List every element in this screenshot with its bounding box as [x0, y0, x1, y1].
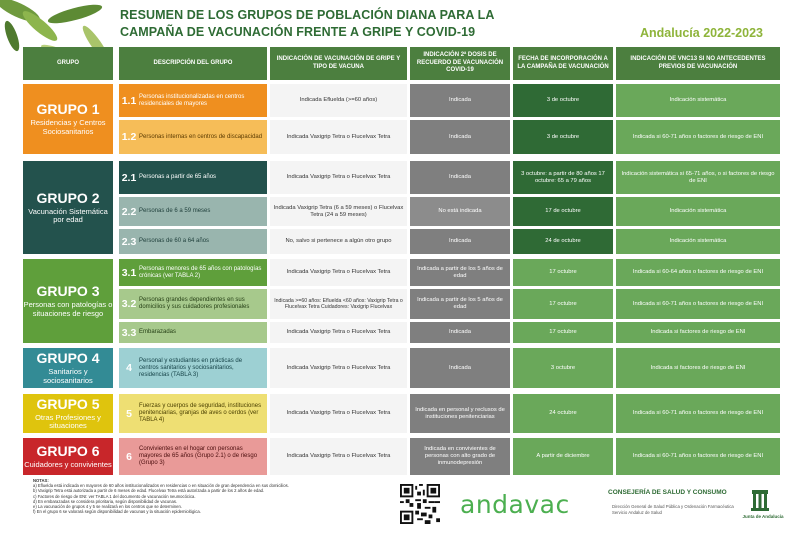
row-number: 3.1 — [121, 266, 137, 279]
row-number: 6 — [126, 450, 132, 463]
cell-covid: Indicada — [410, 120, 510, 154]
title-line-1: RESUMEN DE LOS GRUPOS DE POBLACIÓN DIANA PARA LA — [120, 8, 495, 22]
footnote: c) Factores de riesgo de ENI: ver TABLA 1 del documento de vacunación neumocócica. — [33, 493, 196, 499]
group-subtitle: Personas con patologías o situaciones de riesgo — [23, 300, 113, 318]
row-1-2 — [119, 120, 267, 154]
cell-gripe: Indicada Vaxigrip Tetra o Flucelvax Tetra — [270, 259, 407, 286]
row-number: 4 — [126, 362, 132, 374]
group-title: GRUPO 1 — [36, 101, 100, 117]
cell-vncs: Indicación sistemática — [616, 197, 780, 226]
cell-covid: Indicada en personal y reclusos de instituciones penitenciarias — [410, 394, 510, 433]
row-description: Embarazadas — [139, 329, 177, 335]
cell-vncs: Indicada si 60-71 años o factores de riesgo de ENI — [616, 394, 780, 433]
footnotes — [33, 478, 388, 514]
cell-fecha: A partir de diciembre — [513, 438, 613, 475]
row-description: Personas de 60 a 64 años — [139, 238, 210, 244]
group-subtitle: Otras Profesiones y situaciones — [35, 412, 101, 430]
cell-gripe: Indicada Vaxigrip Tetra (6 a 59 meses) o Flucelvax Tetra (24 a 59 meses) — [270, 197, 407, 226]
group-1-label — [23, 84, 113, 154]
row-1-1 — [119, 84, 267, 117]
cell-fecha: 3 octubre: a partir de 80 años 17 octubre: 65 a 79 años — [513, 161, 613, 194]
cell-fecha: 3 octubre — [513, 348, 613, 388]
cell-vncs: Indicada si factores de riesgo de ENI — [616, 348, 780, 388]
row-description: Convivientes en el hogar con personas mayores de 65 años (Grupo 2.1) o de riesgo (Grupo 3) — [139, 446, 258, 466]
row-number: 3.3 — [121, 326, 137, 339]
group-6-label — [23, 438, 113, 475]
row-number: 2.2 — [121, 205, 137, 218]
group-4-label — [23, 348, 113, 388]
cell-gripe: No, salvo si pertenece a algún otro grupo — [270, 229, 407, 254]
consejeria-subtitle: Dirección General de Salud Pública y Ordenación Farmacéutica Servicio Andaluz de Salud — [612, 504, 734, 515]
row-2-1 — [119, 161, 267, 194]
cell-covid: No está indicada — [410, 197, 510, 226]
cell-gripe: Indicada Vaxigrip Tetra o Flucelvax Tetra — [270, 394, 407, 433]
junta-andalucia-logo-icon — [740, 486, 780, 526]
group-subtitle: Residencias y Centros Sociosanitarios — [30, 118, 106, 136]
cell-fecha: 17 octubre — [513, 322, 613, 343]
group-title: GRUPO 2 — [36, 189, 100, 206]
page-title — [120, 7, 620, 41]
cell-fecha: 17 de octubre — [513, 197, 613, 226]
row-number: 1.2 — [121, 131, 137, 143]
cell-covid: Indicada a partir de los 5 años de edad — [410, 289, 510, 319]
row-description: Personal y estudiantes en prácticas de centros sanitarios y sociosanitarios, residencias (TABLA 3) — [139, 357, 243, 378]
header-fecha: FECHA DE INCORPORACIÓN A LA CAMPAÑA DE VACUNACIÓN — [513, 47, 613, 80]
row-description: Personas de 6 a 59 meses — [139, 208, 211, 214]
cell-covid: Indicada — [410, 322, 510, 343]
header-vncs: INDICACIÓN DE VNC13 SI NO ANTECEDENTES PREVIOS DE VACUNACIÓN — [616, 47, 780, 80]
cell-covid: Indicada a partir de los 5 años de edad — [410, 259, 510, 286]
row-description: Personas a partir de 65 años — [139, 174, 217, 180]
row-6 — [119, 438, 267, 475]
cell-gripe: Indicada Vaxigrip Tetra o Flucelvax Tetra — [270, 120, 407, 154]
row-description: Personas grandes dependientes en sus domicilios y sus cuidadores profesionales — [139, 297, 250, 310]
row-description: Personas internas en centros de discapacidad — [139, 133, 263, 140]
cell-gripe: Indicada >=60 años: Efluelda <60 años: Vaxigrip Tetra o Flucelvax Tetra Cuidadores: Vaxigrip Flucelvax — [270, 289, 407, 319]
header-gripe: INDICACIÓN DE VACUNACIÓN DE GRIPE Y TIPO DE VACUNA — [270, 47, 407, 80]
cell-vncs: Indicación sistemática si 65-71 años, o si factores de riesgo de ENI — [616, 161, 780, 194]
cell-vncs: Indicada si 60-71 años o factores de riesgo de ENI — [616, 289, 780, 319]
cell-vncs: Indicada si factores de riesgo de ENI — [616, 322, 780, 343]
cell-vncs: Indicada si 60-71 años o factores de riesgo de ENI — [616, 438, 780, 475]
header-grupo: GRUPO — [23, 47, 113, 80]
row-3-1 — [119, 259, 267, 286]
row-description: Personas menores de 65 años con patologías crónicas (ver TABLA 2) — [139, 265, 262, 279]
group-title: GRUPO 3 — [36, 283, 100, 299]
row-number: 1.1 — [121, 94, 137, 107]
consejeria-label: CONSEJERÍA DE SALUD Y CONSUMO — [608, 489, 727, 496]
junta-andalucia-label: Junta de Andalucía — [742, 514, 784, 519]
cell-covid: Indicada — [410, 229, 510, 254]
footnote: d) En embarazadas se considera prioritaria, según disponibilidad de vacunas. — [33, 498, 178, 504]
cell-fecha: 24 de octubre — [513, 229, 613, 254]
cell-fecha: 17 octubre — [513, 259, 613, 286]
footnote: f) En el grupo 6 se valorará según disponibilidad de vacunas y la situación epidemiológica. — [33, 509, 201, 515]
qr-code-icon[interactable] — [400, 484, 440, 524]
row-4 — [119, 348, 267, 388]
cell-gripe: Indicada Vaxigrip Tetra o Flucelvax Tetra — [270, 322, 407, 343]
row-description: Fuerzas y cuerpos de seguridad, instituciones penitenciarias, granjas de aves o cerdos (ver TABLA 4) — [139, 403, 262, 423]
row-number: 3.2 — [121, 298, 137, 310]
group-subtitle: Sanitarios y sociosanitarios — [43, 367, 93, 385]
cell-gripe: Indicada Efluelda (>=60 años) — [270, 84, 407, 117]
cell-covid: Indicada en convivientes de personas con alto grado de inmunodepresión — [410, 438, 510, 475]
row-2-2 — [119, 197, 267, 226]
row-3-3 — [119, 322, 267, 343]
row-number: 5 — [126, 407, 132, 420]
group-2-label — [23, 161, 113, 254]
group-title: GRUPO 6 — [36, 442, 100, 459]
cell-vncs: Indicada si 60-71 años o factores de riesgo de ENI — [616, 120, 780, 154]
group-title: GRUPO 4 — [36, 350, 100, 366]
cell-fecha: 3 de octubre — [513, 120, 613, 154]
group-subtitle: Vacunación Sistemática por edad — [28, 206, 108, 224]
cell-covid: Indicada — [410, 84, 510, 117]
row-2-3 — [119, 229, 267, 254]
group-title: GRUPO 5 — [36, 395, 100, 412]
cell-fecha: 24 octubre — [513, 394, 613, 433]
group-5-label — [23, 394, 113, 433]
cell-gripe: Indicada Vaxigrip Tetra o Flucelvax Tetra — [270, 438, 407, 475]
cell-fecha: 17 octubre — [513, 289, 613, 319]
row-number: 2.1 — [121, 171, 137, 184]
group-subtitle: Cuidadores y convivientes — [24, 459, 112, 469]
footnote: e) La vacunación de grupos 4 y 5 se realizará en los centros que se determinen. — [33, 504, 182, 510]
footnote: NOTAS: — [33, 478, 49, 483]
row-number: 2.3 — [121, 235, 137, 248]
cell-vncs: Indicación sistemática — [616, 229, 780, 254]
row-5 — [119, 394, 267, 433]
andavac-logo: andavac — [460, 490, 570, 519]
cell-gripe: Indicada Vaxigrip Tetra o Flucelvax Tetra — [270, 348, 407, 388]
row-description: Personas institucionalizadas en centros residenciales de mayores — [139, 93, 245, 107]
group-3-label — [23, 259, 113, 343]
region-label: Andalucía 2022-2023 — [640, 26, 763, 40]
cell-gripe: Indicada Vaxigrip Tetra o Flucelvax Tetra — [270, 161, 407, 194]
cell-vncs: Indicada si 60-64 años o factores de riesgo de ENI — [616, 259, 780, 286]
cell-covid: Indicada — [410, 161, 510, 194]
header-descripcion: DESCRIPCIÓN DEL GRUPO — [119, 47, 267, 80]
row-3-2 — [119, 289, 267, 319]
title-line-2: CAMPAÑA DE VACUNACIÓN FRENTE A GRIPE Y COVID-19 — [120, 25, 476, 39]
footnote: a) Efluelda está indicada en mayores de 60 años institucionalizados en residencias o en situación de gran dependencia en sus domicilios. — [33, 483, 289, 489]
cell-fecha: 3 de octubre — [513, 84, 613, 117]
header-covid: INDICACIÓN 2ª DOSIS DE RECUERDO DE VACUNACIÓN COVID-19 — [410, 47, 510, 80]
cell-covid: Indicada — [410, 348, 510, 388]
footnote: b) Vaxigrip Tetra está autorizada a partir de 6 meses de edad. Flucelvax Tetra está autorizada a partir de los 2 años de edad. — [33, 488, 265, 494]
cell-vncs: Indicación sistemática — [616, 84, 780, 117]
